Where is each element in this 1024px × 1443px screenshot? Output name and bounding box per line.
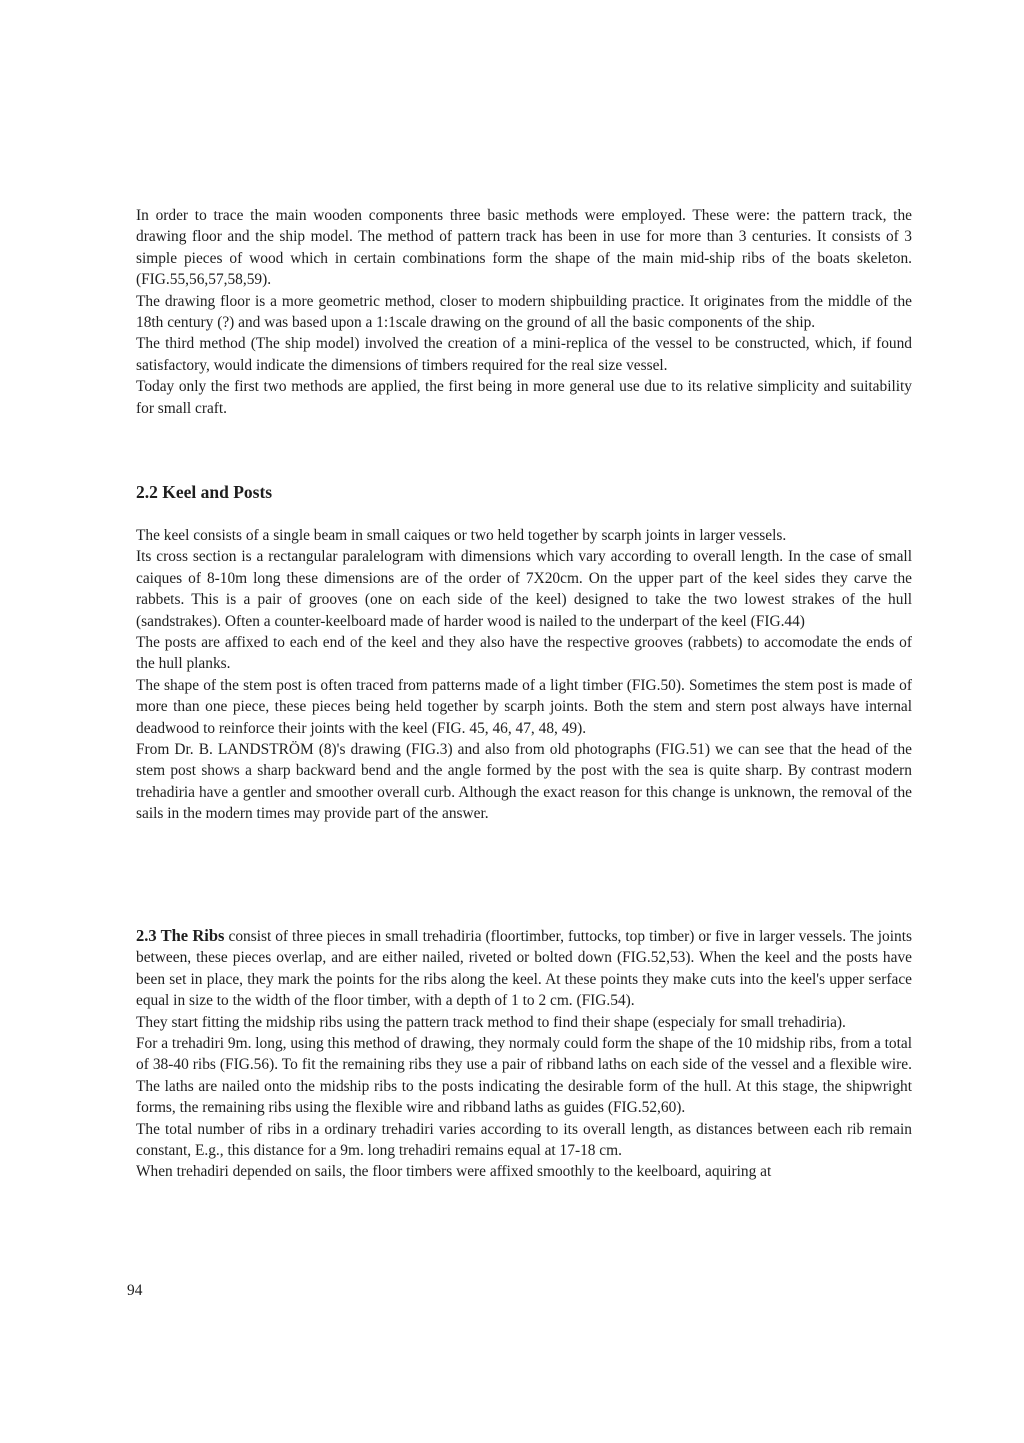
paragraph-cross-section: Its cross section is a rectangular paralelogram with dimensions which vary according to overall length. In the case of small caiques of 8-10m long these dimensions are of the order of 7X20cm. On the upper part of the keel sides they carve the rabbets. This is a pair of grooves (one on each side of the keel) designed to take the two lowest strakes of the hull (sandstrakes). Often a counter-keelboard made of harder wood is nailed to the underpart of the keel (FIG.44) (136, 548, 912, 630)
paragraph-stem-post: The shape of the stem post is often traced from patterns made of a light timber (FIG.50). Sometimes the stem post is made of more than one piece, these pieces being held together by scarph joints. Both the stem and stern post always have internal deadwood to reinforce their joints with the keel (FIG. 45, 46, 47, 48, 49). (136, 676, 912, 737)
paragraph-ship-model: The third method (The ship model) involved the creation of a mini-replica of the vessel to be constructed, which, if found satisfactory, would indicate the dimensions of timbers required for the real size vessel. (136, 335, 912, 374)
intro-section (136, 205, 912, 419)
paragraph-keel-beam: The keel consists of a single beam in small caiques or two held together by scarph joints in larger vessels. (136, 527, 787, 544)
paragraph-ribs-intro (136, 925, 912, 1012)
paragraph-today: Today only the first two methods are applied, the first being in more general use due to its relative simplicity and suitability for small craft. (136, 378, 912, 417)
paragraph-posts: The posts are affixed to each end of the keel and they also have the respective grooves (rabbets) to accomodate the ends of the hull planks. (136, 634, 912, 673)
section-heading-ribs: 2.3 The Ribs (136, 926, 225, 945)
keel-section (136, 525, 912, 825)
paragraph-methods: In order to trace the main wooden components three basic methods were employed. These were: the pattern track, the drawing floor and the ship model. The method of pattern track has been in use for more than 3 centuries. It consists of 3 simple pieces of wood which in certain combinations form the shape of the main mid-ship ribs of the boats skeleton. (FIG.55,56,57,58,59). (136, 207, 912, 289)
paragraph-sails: When trehadiri depended on sails, the floor timbers were affixed smoothly to the keelboard, aquiring at (136, 1163, 772, 1181)
paragraph-drawing-floor: The drawing floor is a more geometric method, closer to modern shipbuilding practice. It originates from the middle of the 18th century (?) and was based upon a 1:1scale drawing on the ground of all the basic components of the ship. (136, 292, 912, 332)
ribs-intro-text: consist of three pieces in small trehadiria (floortimber, futtocks, top timber) or five in larger vessels. The joints between, these pieces overlap, and are either nailed, riveted or bolted down (FIG.52,53). When the keel and the posts have been set in place, they mark the points for the ribs along the keel. At these points they make cuts into the keel's upper serface equal in size to the width of the floor timber, with a depth of 1 to 2 cm. (FIG.54). (136, 928, 912, 1010)
ribs-section (136, 925, 912, 1183)
paragraph-total-ribs: The total number of ribs in a ordinary trehadiri varies according to its overall length, as distances between each rib remain constant, E.g., this distance for a 9m. long trehadiri remains equal at 17-18 cm. (136, 1120, 912, 1160)
paragraph-landstrom: From Dr. B. LANDSTRÖM (8)'s drawing (FIG.3) and also from old photographs (FIG.51) we can see that the head of the stem post shows a sharp backward bend and the angle formed by the post with the sea is quite sharp. By contrast modern trehadiria have a gentler and smoother overall curb. Although the exact reason for this change is unknown, the removal of the sails in the modern times may provide part of the answer. (136, 741, 912, 823)
page-number: 94 (127, 1282, 143, 1299)
paragraph-midship-ribs: They start fitting the midship ribs using the pattern track method to find their shape (especialy for small trehadiria). (136, 1013, 846, 1031)
section-heading-keel-and-posts: 2.2 Keel and Posts (136, 482, 273, 502)
paragraph-trehadiri-9m: For a trehadiri 9m. long, using this method of drawing, they normaly could form the shape of the 10 midship ribs, from a total of 38-40 ribs (FIG.56). To fit the remaining ribs they use a pair of ribband laths on each side of the vessel and a flexible wire. The laths are nailed onto the midship ribs to the posts indicating the desirable form of the hull. At this stage, the shipwright forms, the remaining ribs using the flexible wire and ribband laths as guides (FIG.52,60). (136, 1035, 912, 1117)
